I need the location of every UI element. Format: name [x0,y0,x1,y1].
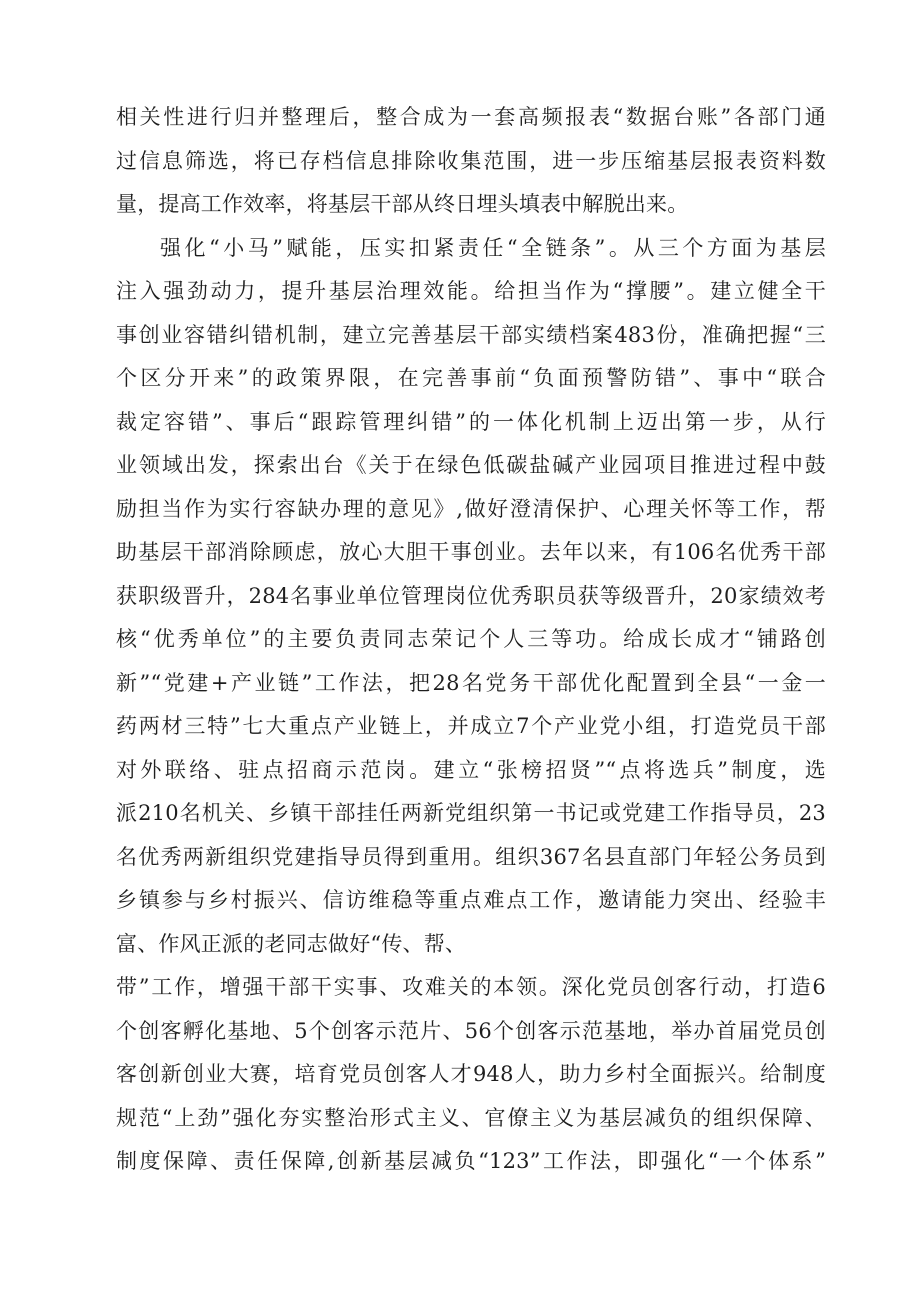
text-line-13: 核“优秀单位”的主要负责同志荣记个人三等功。给成长成才“铺路创 [116,627,826,651]
text-line-24: 规范“上劲”强化夯实整治形式主义、官僚主义为基层减负的组织保障、 [116,1105,826,1130]
text-line-4: 强化“小马”赋能，压实扣紧责任“全链条”。从三个方面为基层 [160,235,826,260]
text-line-12: 获职级晋升，284名事业单位管理岗位优秀职员获等级晋升，20家绩效考 [116,583,826,608]
text-line-3: 量，提高工作效率，将基层干部从终日埋头填表中解脱出来。 [116,192,689,216]
text-line-14: 新”“党建+产业链”工作法，把28名党务干部优化配置到全县“一金一 [116,670,826,695]
text-line-23: 客创新创业大赛，培育党员创客人才948人，助力乡村全面振兴。给制度 [116,1062,826,1086]
text-line-22: 个创客孵化基地、5个创客示范片、56个创客示范基地，举办首届党员创 [116,1018,826,1043]
text-line-16: 对外联络、驻点招商示范岗。建立“张榜招贤”“点将选兵”制度，选 [116,757,826,782]
text-line-7: 个区分开来”的政策界限，在完善事前“负面预警防错”、事中“联合 [116,366,826,390]
text-line-8: 裁定容错”、事后“跟踪管理纠错”的一体化机制上迈出第一步，从行 [116,409,826,434]
text-line-20: 富、作风正派的老同志做好“传、帮、 [116,931,467,956]
text-line-6: 事创业容错纠错机制，建立完善基层干部实绩档案483份，准确把握“三 [116,322,826,347]
text-line-10: 励担当作为实行容缺办理的意见》,做好澄清保护、心理关怀等工作，帮 [116,496,826,521]
text-line-9: 业领域出发，探索出台《关于在绿色低碳盐碱产业园项目推进过程中鼓 [116,453,826,477]
text-line-11: 助基层干部消除顾虑，放心大胆干事创业。去年以来，有106名优秀干部 [116,540,826,564]
text-line-25: 制度保障、责任保障,创新基层减负“123”工作法，即强化“一个体系” [116,1149,826,1173]
text-line-17: 派210名机关、乡镇干部挂任两新党组织第一书记或党建工作指导员，23 [116,801,826,825]
text-line-5: 注入强劲动力，提升基层治理效能。给担当作为“撑腰”。建立健全干 [116,279,826,303]
text-line-21: 带”工作，增强干部干实事、攻难关的本领。深化党员创客行动，打造6 [116,975,826,999]
text-line-18: 名优秀两新组织党建指导员得到重用。组织367名县直部门年轻公务员到 [116,844,826,869]
text-line-1: 相关性进行归并整理后，整合成为一套高频报表“数据台账”各部门通 [116,105,826,129]
document-body [116,96,826,1184]
text-line-2: 过信息筛选，将已存档信息排除收集范围，进一步压缩基层报表资料数 [116,148,826,173]
text-line-19: 乡镇参与乡村振兴、信访维稳等重点难点工作，邀请能力突出、经验丰 [116,888,826,912]
text-line-15: 药两材三特”七大重点产业链上，并成立7个产业党小组，打造党员干部 [116,714,826,738]
